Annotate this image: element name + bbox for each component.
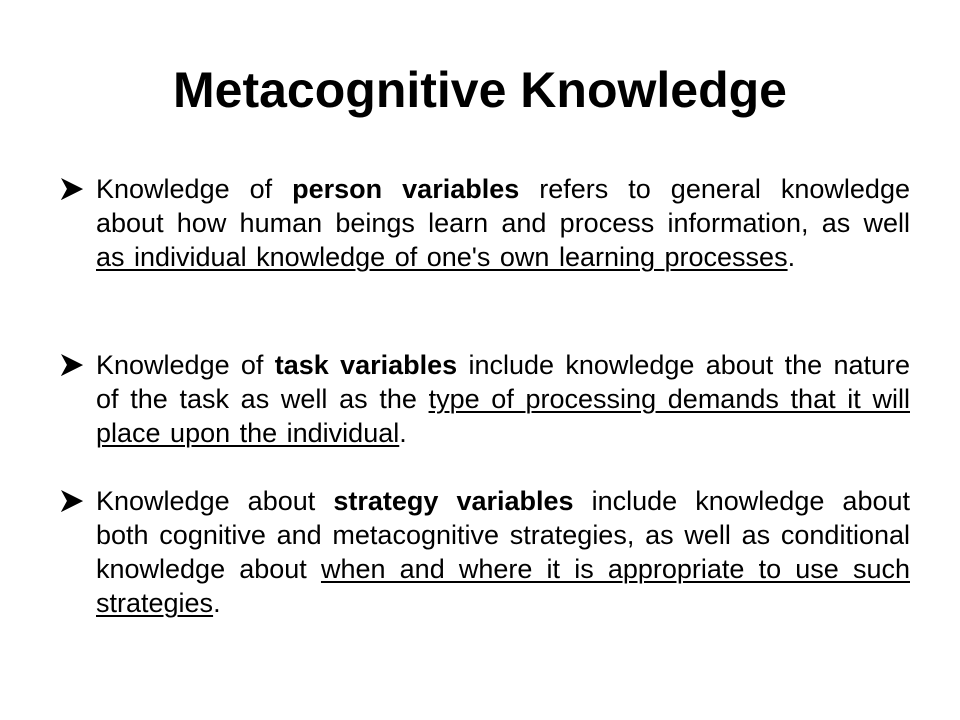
bullet-text-pre: Knowledge of — [96, 174, 293, 204]
bullet-underlined-phrase: type of processing demands that it will place upon the individual — [96, 384, 910, 448]
bullet-text-post: . — [213, 588, 221, 618]
bullet-keyword: task variables — [274, 350, 458, 380]
bullet-text-post: . — [787, 242, 796, 272]
bullet-text-post: . — [399, 418, 407, 448]
arrow-bullet-icon — [60, 348, 96, 382]
bullet-strategy-variables — [60, 484, 910, 620]
bullet-text — [96, 348, 910, 450]
bullet-task-variables — [60, 348, 910, 450]
bullet-keyword: strategy variables — [333, 486, 574, 516]
bullet-text-mid: refers to general knowledge about how human beings learn and process information, as well — [96, 174, 910, 238]
bullet-text-mid: include knowledge about both cognitive and metacognitive strategies, as well as conditional knowledge about — [96, 486, 910, 584]
bullet-text-pre: Knowledge about — [96, 486, 334, 516]
bullet-text — [96, 172, 910, 274]
arrow-bullet-icon — [60, 484, 96, 518]
arrow-bullet-icon — [60, 172, 96, 206]
bullet-underlined-phrase: as individual knowledge of one's own learning processes — [96, 242, 788, 272]
bullet-person-variables — [60, 172, 910, 274]
slide-title: Metacognitive Knowledge — [173, 62, 787, 118]
bullet-text-pre: Knowledge of — [96, 350, 275, 380]
bullet-text-mid: include knowledge about the nature of the task as well as the — [96, 350, 911, 414]
bullet-text — [96, 484, 910, 620]
bullet-keyword: person variables — [292, 174, 520, 204]
bullet-underlined-phrase: when and where it is appropriate to use such strategies — [96, 554, 910, 618]
